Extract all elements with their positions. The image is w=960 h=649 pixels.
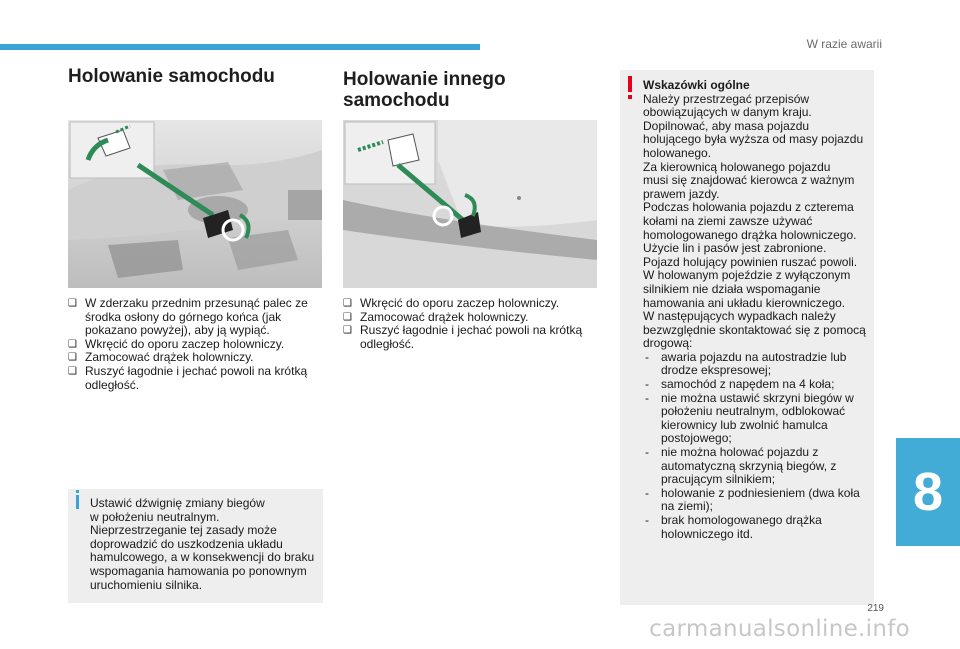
list-item: ❑ Wkręcić do oporu zaczep holowniczy.: [68, 336, 285, 351]
list-item: - holowanie z podniesieniem (dwa koła na ziemi);: [645, 485, 860, 514]
watermark: carmanualsonline.info: [649, 616, 910, 642]
list-item: - nie można holować pojazdu z automatyczną skrzynią biegów, z pracującym silnikiem;: [645, 445, 837, 487]
rear-bumper-illustration: [343, 120, 597, 288]
checkbox-bullet-icon: ❑: [343, 298, 352, 309]
checkbox-bullet-icon: ❑: [68, 352, 77, 364]
section-title: W razie awarii: [806, 37, 882, 51]
middle-column-title: Holowanie innego samochodu: [343, 69, 506, 111]
list-item: ❑ Zamocować drążek holowniczy.: [68, 350, 254, 365]
warning-cases-list: [643, 351, 869, 541]
checkbox-bullet-icon: ❑: [68, 298, 77, 309]
front-bumper-drawing: [68, 120, 322, 288]
checkbox-bullet-icon: ❑: [68, 338, 77, 350]
front-bumper-illustration: [68, 120, 322, 288]
warning-exclamation-icon: [626, 76, 634, 100]
left-column-title: Holowanie samochodu: [68, 66, 275, 87]
checkbox-bullet-icon: ❑: [343, 325, 352, 337]
middle-steps-list: [343, 297, 598, 351]
list-item: ❑ Ruszyć łagodnie i jechać powoli na krótką odległość.: [68, 363, 308, 392]
checkbox-bullet-icon: ❑: [343, 311, 352, 323]
list-item: ❑ Ruszyć łagodnie i jechać powoli na krótką odległość.: [343, 323, 583, 351]
list-item: ❑ Zamocować drążek holowniczy.: [343, 309, 529, 324]
list-item: - nie można ustawić skrzyni biegów w położeniu neutralnym, odblokować kierownicy lub zwolnić hamulca postojowego;: [645, 390, 854, 446]
list-item: - awaria pojazdu na autostradzie lub drodze ekspresowej;: [645, 349, 847, 378]
warning-content: Wskazówki ogólne Należy przestrzegać przepisów obowiązujących w danym kraju. Dopilnować, aby masa pojazdu holującego była wyższa od masy pojazdu holowanego. Za kierownicą holowanego pojazdu musi się znajdować kierowca z ważnym prawem jazdy. Podczas holowania pojazdu z czterema kołami na ziemi zawsze używać homologowanego drążka holowniczego. Użycie lin i pasów jest zabronione. Pojazd holujący powinien ruszać powoli. W holowanym pojeździe z wyłączonym silnikiem nie działa wspomaganie hamowania ani układu kierowniczego. W następujących wypadkach należy bezwzględnie skontaktować się z pomocą drogową: - awaria pojazdu na autostradzie lub drodze ekspresowej; - samochód z napędem na 4 koła; - nie można ustawić skrzyni biegów w położeniu neutralnym, odblokować kierownicy lub zwolnić hamulca postojowego; - nie można holować pojazdu z automatyczną skrzynią biegów, z pracującym silnikiem; - holowanie z podniesieniem (dwa koła na ziemi); - brak homologowanego drążka holowniczego itd.: [643, 79, 869, 541]
list-item: ❑ W zderzaku przednim przesunąć palec ze środka osłony do górnego końca (jak pokazano powyżej), aby ją wypiąć.: [68, 296, 308, 338]
info-icon-dot: [76, 490, 79, 493]
list-item: - brak homologowanego drążka holowniczego itd.: [645, 513, 822, 541]
checkbox-bullet-icon: ❑: [68, 365, 77, 377]
warning-heading: Wskazówki ogólne: [643, 78, 750, 92]
info-text: Ustawić dźwignię zmiany biegów w położeniu neutralnym. Nieprzestrzeganie tej zasady może doprowadzić do uszkodzenia układu hamulcowego, a w konsekwencji do braku wspomagania hamowania po ponownym uruchomieniu silnika.: [90, 496, 315, 592]
left-steps-list: [68, 297, 323, 392]
chapter-number: 8: [912, 462, 944, 522]
info-icon: [76, 495, 79, 509]
header-accent-bar: [0, 44, 480, 50]
list-item: - samochód z napędem na 4 koła;: [645, 377, 835, 392]
page-number: 219: [867, 603, 884, 614]
list-item: ❑ Wkręcić do oporu zaczep holowniczy.: [343, 296, 560, 310]
rear-bumper-drawing: [343, 120, 597, 288]
